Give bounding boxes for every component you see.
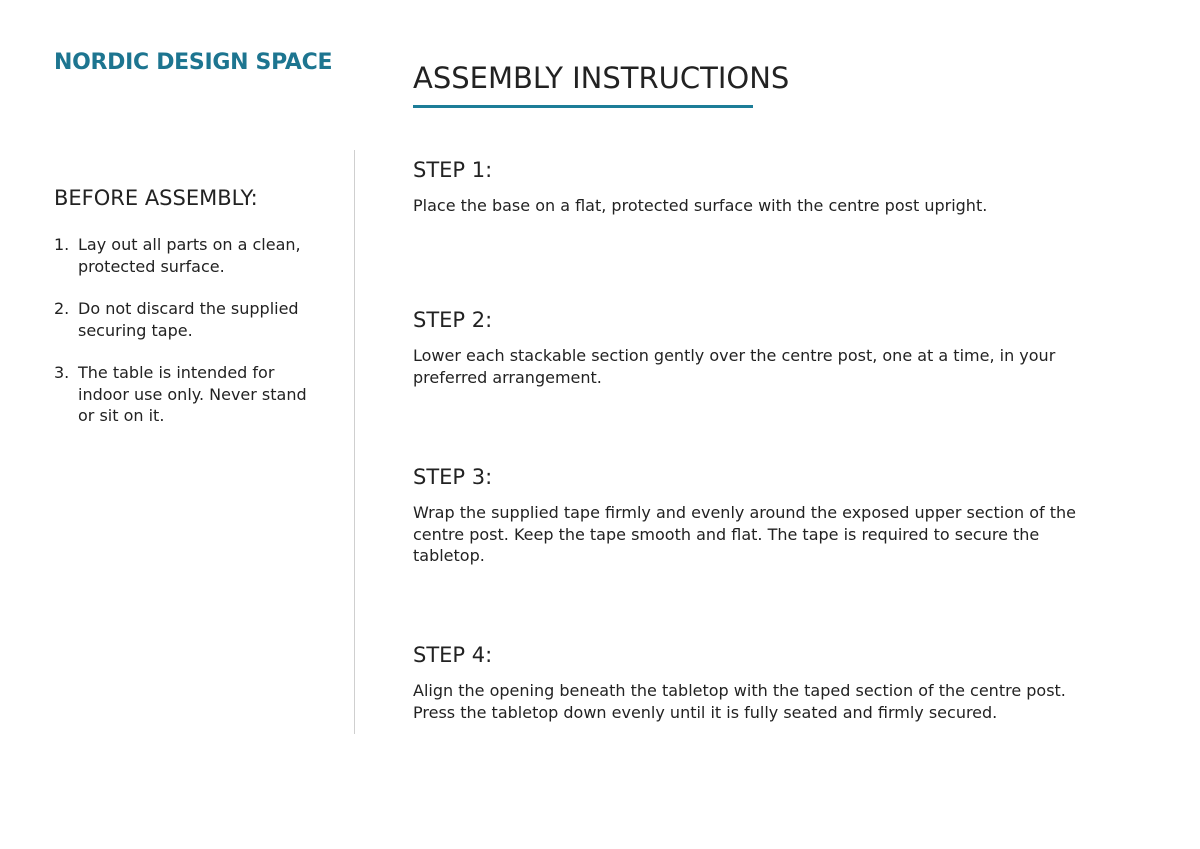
list-item-text: The table is intended for indoor use only. Never stand or sit on it. [78,363,307,425]
step-text: Lower each stackable section gently over the centre post, one at a time, in your preferred arrangement. [413,346,1056,387]
list-item-number: 1. [54,235,70,254]
list-item-text: Do not discard the supplied securing tape. [78,299,299,340]
step-heading: STEP 2: [413,308,493,332]
step-heading: STEP 4: [413,643,493,667]
list-item-number: 3. [54,363,70,382]
step-4-section [413,642,1103,723]
list-item [54,362,319,427]
step-text: Wrap the supplied tape firmly and evenly around the exposed upper section of the centre post. Keep the tape smooth and flat. The tape is required to secure the tabletop. [413,503,1076,565]
before-assembly-list [54,234,319,448]
brand-logo: NORDIC DESIGN SPACE [54,50,333,75]
page-title: ASSEMBLY INSTRUCTIONS [413,61,790,95]
step-text: Align the opening beneath the tabletop with the taped section of the centre post. Press the tabletop down evenly until it is fully seated and firmly secured. [413,681,1066,722]
step-text: Place the base on a flat, protected surface with the centre post upright. [413,196,988,215]
step-1-section [413,157,1103,217]
column-divider [354,150,355,734]
list-item-text: Lay out all parts on a clean, protected surface. [78,235,301,276]
list-item [54,298,319,341]
step-heading: STEP 3: [413,465,493,489]
step-3-section [413,464,1103,567]
step-heading: STEP 1: [413,158,493,182]
before-assembly-heading: BEFORE ASSEMBLY: [54,186,258,210]
title-underline [413,105,753,108]
step-2-section [413,307,1103,388]
list-item [54,234,319,277]
list-item-number: 2. [54,299,70,318]
